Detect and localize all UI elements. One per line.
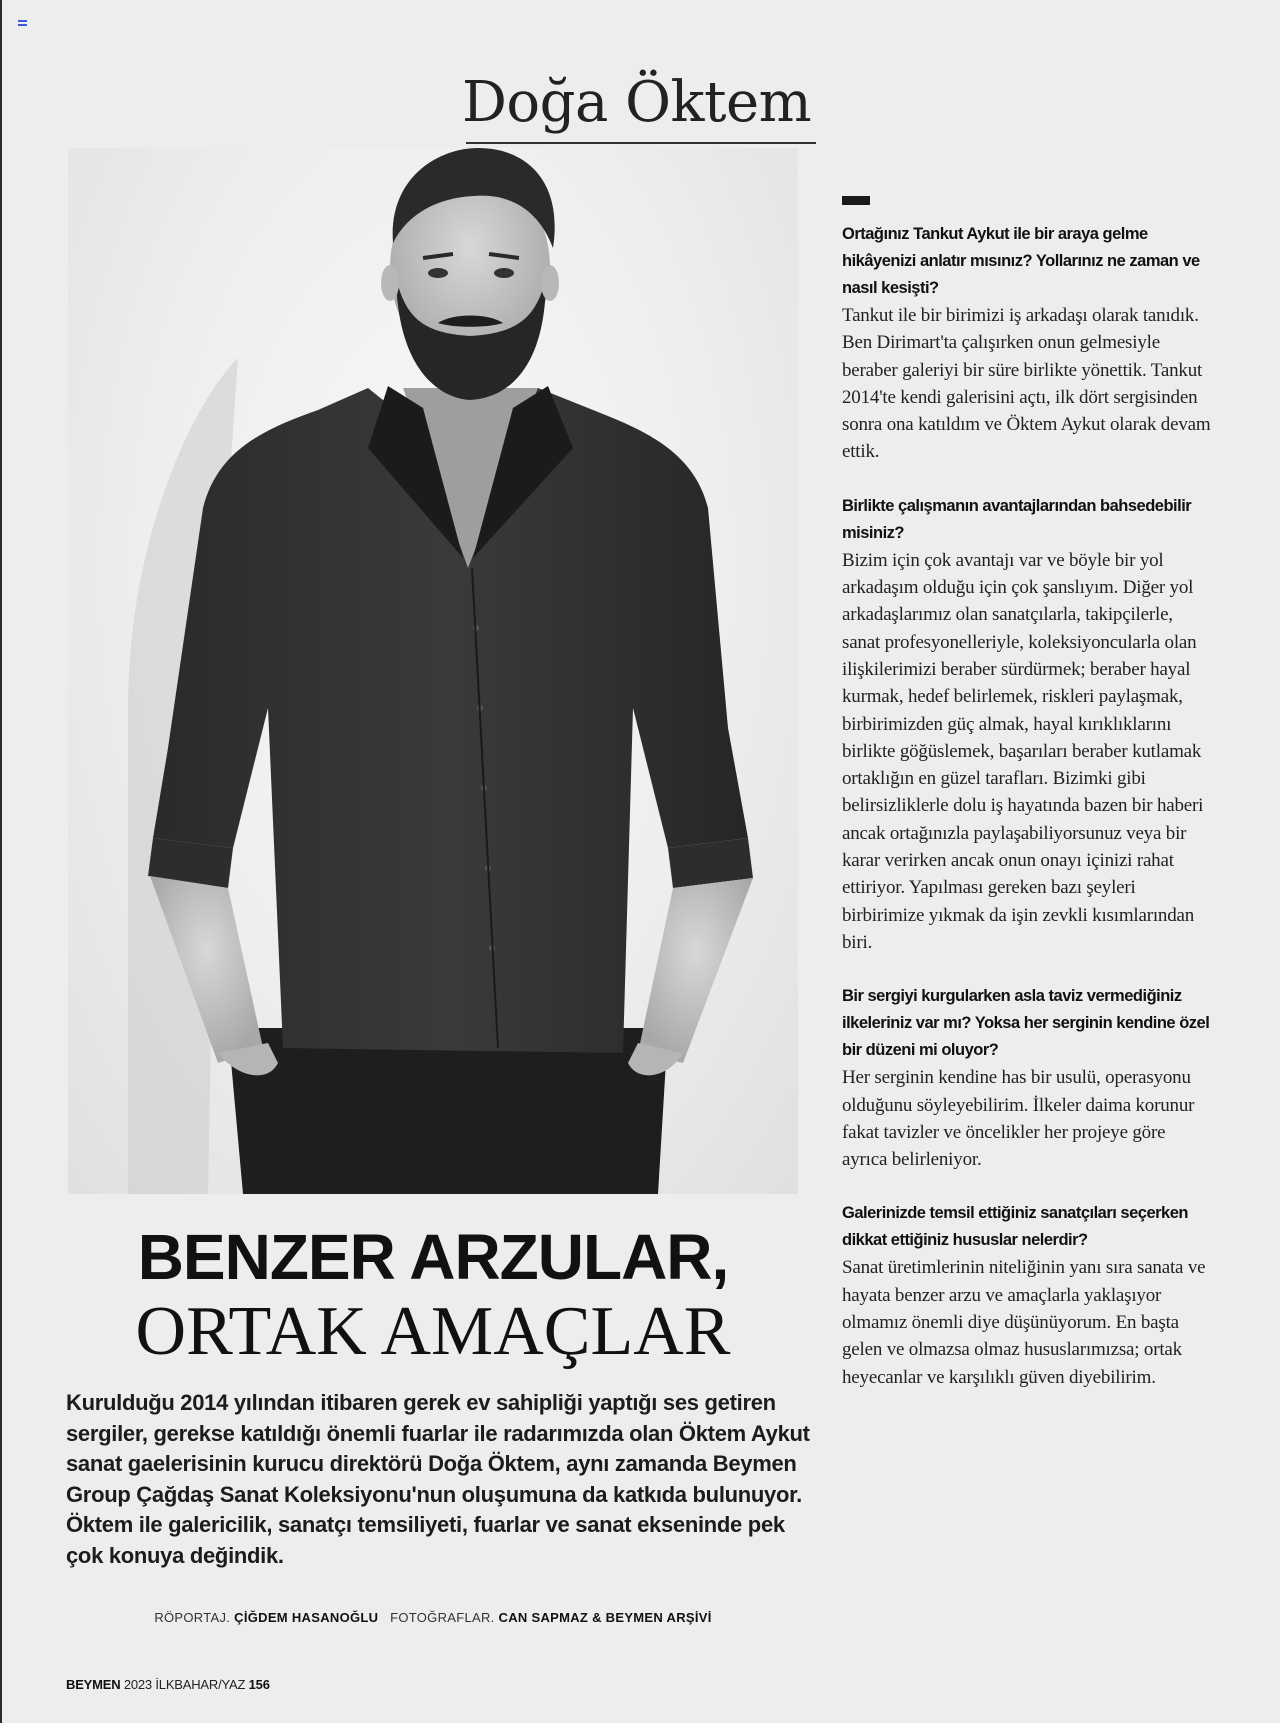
page-edge [0, 0, 2, 1723]
answer-text: Bizim için çok avantajı var ve böyle bir yol arkadaşım olduğu için çok şanslıyım. Diğer yol arkadaşlarımız olan sanatçılarla, takipçilerle, sanat profesyonelleriyle, koleksiyoncularla olan ilişkilerimizi beraber sürdürmek; beraber hayal kurmak, hedef belirlemek, riskleri paylaşmak, birbirimizden güç almak, hayal kırıklıklarını birlikte göğüslemek, başarıları beraber kutlamak ortaklığın en güzel tarafları. Bizimki gibi belirsizliklerle dolu iş hayatında bazen bir haberi ancak ortağınızla paylaşabiliyorsunuz veya bir karar verirken ancak onun onayı içinizi rahat ettiriyor. Yapılması gereken bazı şeyleri birbirimize yıkmak da işin zevkli kısımlarından biri. [842, 549, 1204, 953]
answer-text: Tankut ile bir birimizi iş arkadaşı olarak tanıdık. Ben Dirimart'ta çalışırken onun gelmesiyle beraber galeriyi bir süre birlikte yönettik. Tankut 2014'te kendi galerisini açtı, ilk dört sergisinden sonra ona katıldım ve Öktem Aykut olarak devam ettik. [842, 305, 1211, 463]
question-text: Birlikte çalışmanın avantajlarından bahsedebilir misiniz? [842, 496, 1192, 542]
lead-paragraph: Kurulduğu 2014 yılından itibaren gerek ev sahipliği yaptığı ses getiren sergiler, gerekse katıldığı önemli fuarlar ile radarımızda olan Öktem Aykut sanat gaelerisinin kurucu direktörü Doğa Öktem, aynı zamanda Beymen Group Çağdaş Sanat Koleksiyonu'nun oluşumuna da katkıda bulunuyor. Öktem ile galericilik, sanatçı temsiliyeti, fuarlar ve sanat ekseninde pek çok konuya değindik. [66, 1390, 810, 1568]
interview-column [842, 196, 1212, 1418]
portrait-photo [68, 148, 798, 1194]
qa-block [842, 983, 1212, 1173]
menu-icon[interactable] [18, 20, 27, 27]
qa-block [842, 1200, 1212, 1390]
qa-block [842, 493, 1212, 956]
headline-line-2: ORTAK AMAÇLAR [135, 1293, 731, 1370]
photos-label: FOTOĞRAFLAR. [390, 1610, 495, 1625]
question-text: Galerinizde temsil ettiğiniz sanatçıları seçerken dikkat ettiğiniz hususlar nelerdir? [842, 1204, 1188, 1250]
interviewee-name: Doğa Öktem [462, 70, 812, 135]
answer-text: Her serginin kendine has bir usulü, operasyonu olduğunu söyleyebilirim. İlkeler daima korunur fakat tavizler ve öncelikler her projeye göre ayrıca belirleniyor. [842, 1067, 1195, 1171]
portrait-illustration [68, 148, 798, 1194]
interviewer-name: ÇİĞDEM HASANOĞLU [234, 1610, 379, 1625]
column-marker [842, 196, 870, 205]
credits-line [68, 1610, 798, 1625]
interview-label: RÖPORTAJ. [154, 1610, 231, 1625]
photographers-name: CAN SAPMAZ & BEYMEN ARŞİVİ [498, 1610, 712, 1625]
question-text: Ortağınız Tankut Aykut ile bir araya gelme hikâyenizi anlatır mısınız? Yollarınız ne zaman ve nasıl kesişti? [842, 225, 1200, 297]
answer-text: Sanat üretimlerinin niteliğinin yanı sıra sanata ve hayata benzer arzu ve amaçlarla yaklaşıyor olmamız önemli diye düşünüyorum. En başta gelen ve olmazsa olmaz hususlarımızsa; ortak heyecanlar ve karşılıklı güven diyebilirim. [842, 1257, 1206, 1388]
footer-page-number: 156 [248, 1677, 270, 1692]
qa-block [842, 221, 1212, 466]
page-footer [66, 1677, 270, 1692]
title-underline [466, 142, 816, 144]
footer-issue: 2023 İLKBAHAR/YAZ [123, 1677, 246, 1692]
footer-brand: BEYMEN [66, 1677, 121, 1692]
headline-line-1: BENZER ARZULAR, [137, 1221, 729, 1293]
question-text: Bir sergiyi kurgularken asla taviz vermediğiniz ilkeleriniz var mı? Yoksa her serginin kendine özel bir düzeni mi oluyor? [842, 987, 1210, 1060]
